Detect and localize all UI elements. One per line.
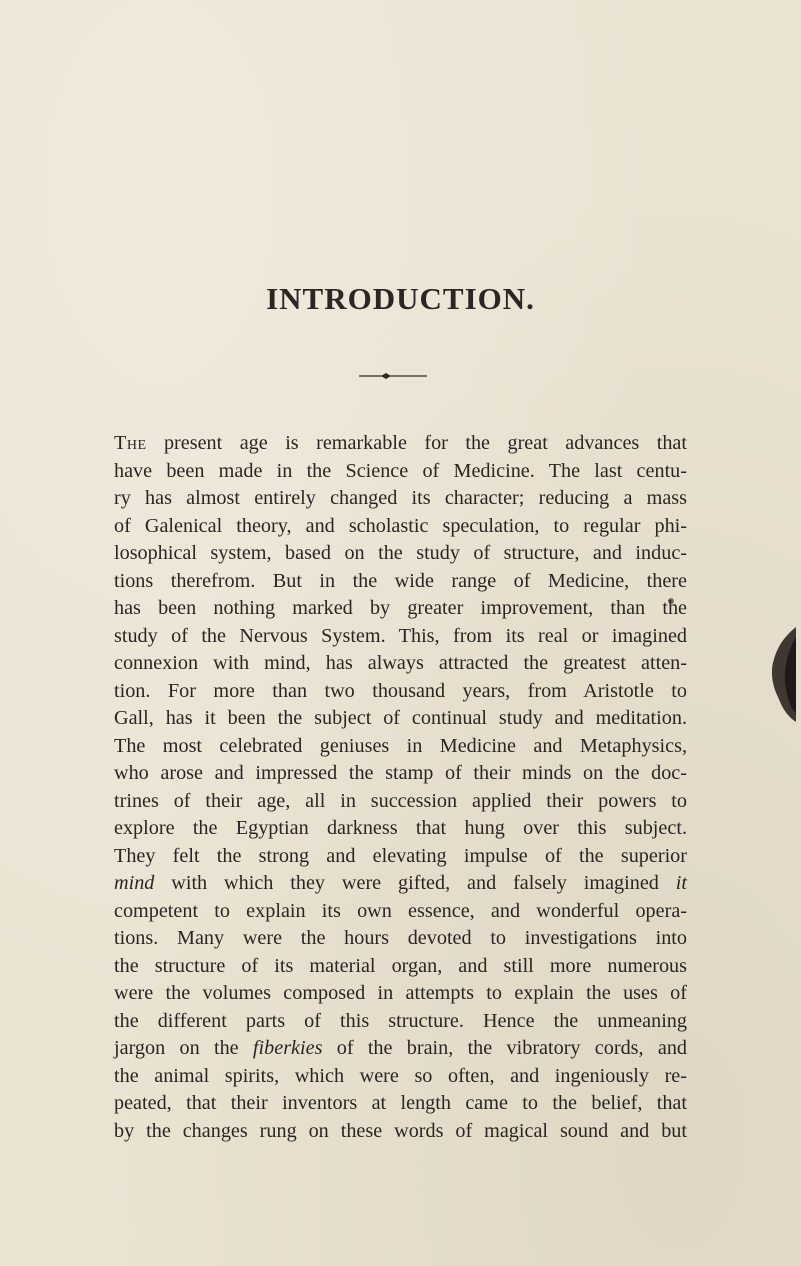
line-text: of the brain, the vibratory cords, and xyxy=(322,1037,688,1059)
text-line: tions therefrom. But in the wide range of Medicine, there xyxy=(114,569,687,592)
text-line: explore the Egyptian darkness that hung over this subject. xyxy=(114,817,687,839)
text-line: study of the Nervous System. This, from its real or imagined xyxy=(114,624,687,647)
text-line: by the changes rung on these words of magical sound and but xyxy=(114,1119,687,1142)
text-line: peated, that their inventors at length came to the belief, that xyxy=(114,1092,687,1114)
text-line: trines of their age, all in succession applied their powers to xyxy=(114,789,687,812)
text-line xyxy=(114,430,687,458)
text-line: tion. For more than two thousand years, from Aristotle to xyxy=(114,679,687,702)
text-line: The most celebrated geniuses in Medicine and Metaphysics, xyxy=(114,734,687,757)
italic-word: it xyxy=(675,872,687,894)
line-text: jargon on the xyxy=(114,1037,253,1059)
line-text: present age is remarkable for the great advances that xyxy=(146,432,687,454)
italic-word: mind xyxy=(114,872,155,894)
text-line: competent to explain its own essence, and wonderful opera- xyxy=(114,899,687,922)
text-line: tions. Many were the hours devoted to investigations into xyxy=(114,927,687,949)
text-line: Gall, has it been the subject of continual study and meditation. xyxy=(114,707,687,729)
rule-with-diamond-icon xyxy=(359,371,427,381)
lead-word: The xyxy=(114,432,147,454)
body-paragraph xyxy=(114,430,687,1145)
text-line: who arose and impressed the stamp of their minds on the doc- xyxy=(114,762,687,784)
text-line: has been nothing marked by greater improvement, than the xyxy=(114,597,687,619)
text-line: ry has almost entirely changed its character; reducing a mass xyxy=(114,487,687,509)
chapter-title: INTRODUCTION. xyxy=(266,281,535,316)
text-line: of Galenical theory, and scholastic speculation, to regular phi- xyxy=(114,514,687,537)
text-line: the animal spirits, which were so often, and ingeniously re- xyxy=(114,1064,687,1087)
text-line: the different parts of this structure. Hence the unmeaning xyxy=(114,1009,687,1032)
text-line: They felt the strong and elevating impulse of the superior xyxy=(114,844,687,867)
line-text: with which they were gifted, and falsely imagined xyxy=(154,872,676,894)
text-line: losophical system, based on the study of structure, and induc- xyxy=(114,542,687,564)
text-line: the structure of its material organ, and still more numerous xyxy=(114,954,687,977)
text-line: connexion with mind, has always attracted the greatest atten- xyxy=(114,652,687,674)
text-line xyxy=(114,1035,687,1063)
italic-word: fiberkies xyxy=(252,1037,323,1059)
text-line: have been made in the Science of Medicine. The last centu- xyxy=(114,459,687,482)
text-line: were the volumes composed in attempts to explain the uses of xyxy=(114,982,687,1004)
text-line xyxy=(114,870,687,898)
ink-blot-icon xyxy=(756,627,796,722)
